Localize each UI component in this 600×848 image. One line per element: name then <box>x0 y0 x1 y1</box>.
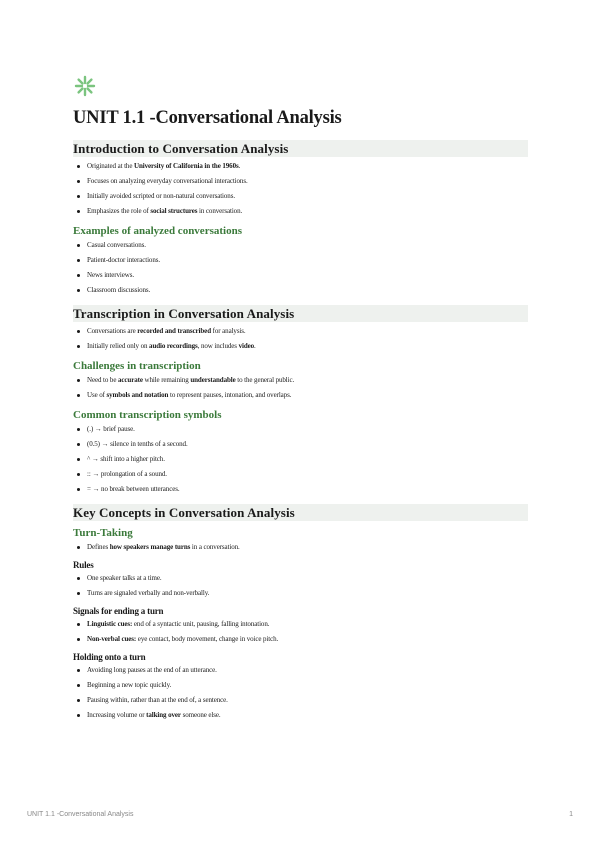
list-item: Use of symbols and notation to represent pauses, intonation, and overlaps. <box>73 391 528 406</box>
section-heading-intro: Introduction to Conversation Analysis <box>73 140 528 157</box>
list-item: Increasing volume or talking over someone else. <box>73 711 528 726</box>
list-item: Beginning a new topic quickly. <box>73 681 528 696</box>
subheading-symbols: Common transcription symbols <box>73 409 222 421</box>
list-item: = → no break between utterances. <box>73 485 528 500</box>
turn-taking-list <box>73 543 528 558</box>
page-footer <box>27 811 573 821</box>
holding-list <box>73 666 528 726</box>
section-heading-transcription: Transcription in Conversation Analysis <box>73 305 528 322</box>
list-item: News interviews. <box>73 271 528 286</box>
list-item: Non-verbal cues: eye contact, body movement, change in voice pitch. <box>73 635 528 650</box>
list-item: Conversations are recorded and transcribed for analysis. <box>73 327 528 342</box>
page-title: UNIT 1.1 -Conversational Analysis <box>73 108 342 128</box>
list-item: Casual conversations. <box>73 241 528 256</box>
footer-title: UNIT 1.1 -Conversational Analysis <box>27 811 134 818</box>
green-asterisk-flower-icon <box>73 74 97 98</box>
list-item: Emphasizes the role of social structures in conversation. <box>73 207 528 222</box>
signals-list <box>73 620 528 650</box>
list-item: ^ → shift into a higher pitch. <box>73 455 528 470</box>
transcription-list <box>73 327 528 357</box>
subheading-holding: Holding onto a turn <box>73 652 146 662</box>
list-item: Defines how speakers manage turns in a conversation. <box>73 543 528 558</box>
challenges-list <box>73 376 528 406</box>
list-item: One speaker talks at a time. <box>73 574 528 589</box>
list-item: Pausing within, rather than at the end of, a sentence. <box>73 696 528 711</box>
list-item: Avoiding long pauses at the end of an utterance. <box>73 666 528 681</box>
rules-list <box>73 574 528 604</box>
subheading-examples: Examples of analyzed conversations <box>73 225 242 237</box>
list-item: Linguistic cues: end of a syntactic unit, pausing, falling intonation. <box>73 620 528 635</box>
examples-list <box>73 241 528 301</box>
subheading-signals: Signals for ending a turn <box>73 606 164 616</box>
subheading-challenges: Challenges in transcription <box>73 360 201 372</box>
list-item: Originated at the University of California in the 1960s. <box>73 162 528 177</box>
section-heading-concepts: Key Concepts in Conversation Analysis <box>73 504 528 521</box>
document-page <box>73 74 528 726</box>
symbols-list <box>73 425 528 500</box>
subheading-rules: Rules <box>73 560 94 570</box>
page-number: 1 <box>569 811 573 818</box>
list-item: Patient-doctor interactions. <box>73 256 528 271</box>
list-item: Initially relied only on audio recordings, now includes video. <box>73 342 528 357</box>
list-item: (0.5) → silence in tenths of a second. <box>73 440 528 455</box>
list-item: Focuses on analyzing everyday conversational interactions. <box>73 177 528 192</box>
list-item: :: → prolongation of a sound. <box>73 470 528 485</box>
subheading-turn-taking: Turn-Taking <box>73 527 133 539</box>
list-item: Classroom discussions. <box>73 286 528 301</box>
list-item: Turns are signaled verbally and non-verbally. <box>73 589 528 604</box>
list-item: Need to be accurate while remaining understandable to the general public. <box>73 376 528 391</box>
list-item: Initially avoided scripted or non-natural conversations. <box>73 192 528 207</box>
list-item: (.) → brief pause. <box>73 425 528 440</box>
intro-list <box>73 162 528 222</box>
